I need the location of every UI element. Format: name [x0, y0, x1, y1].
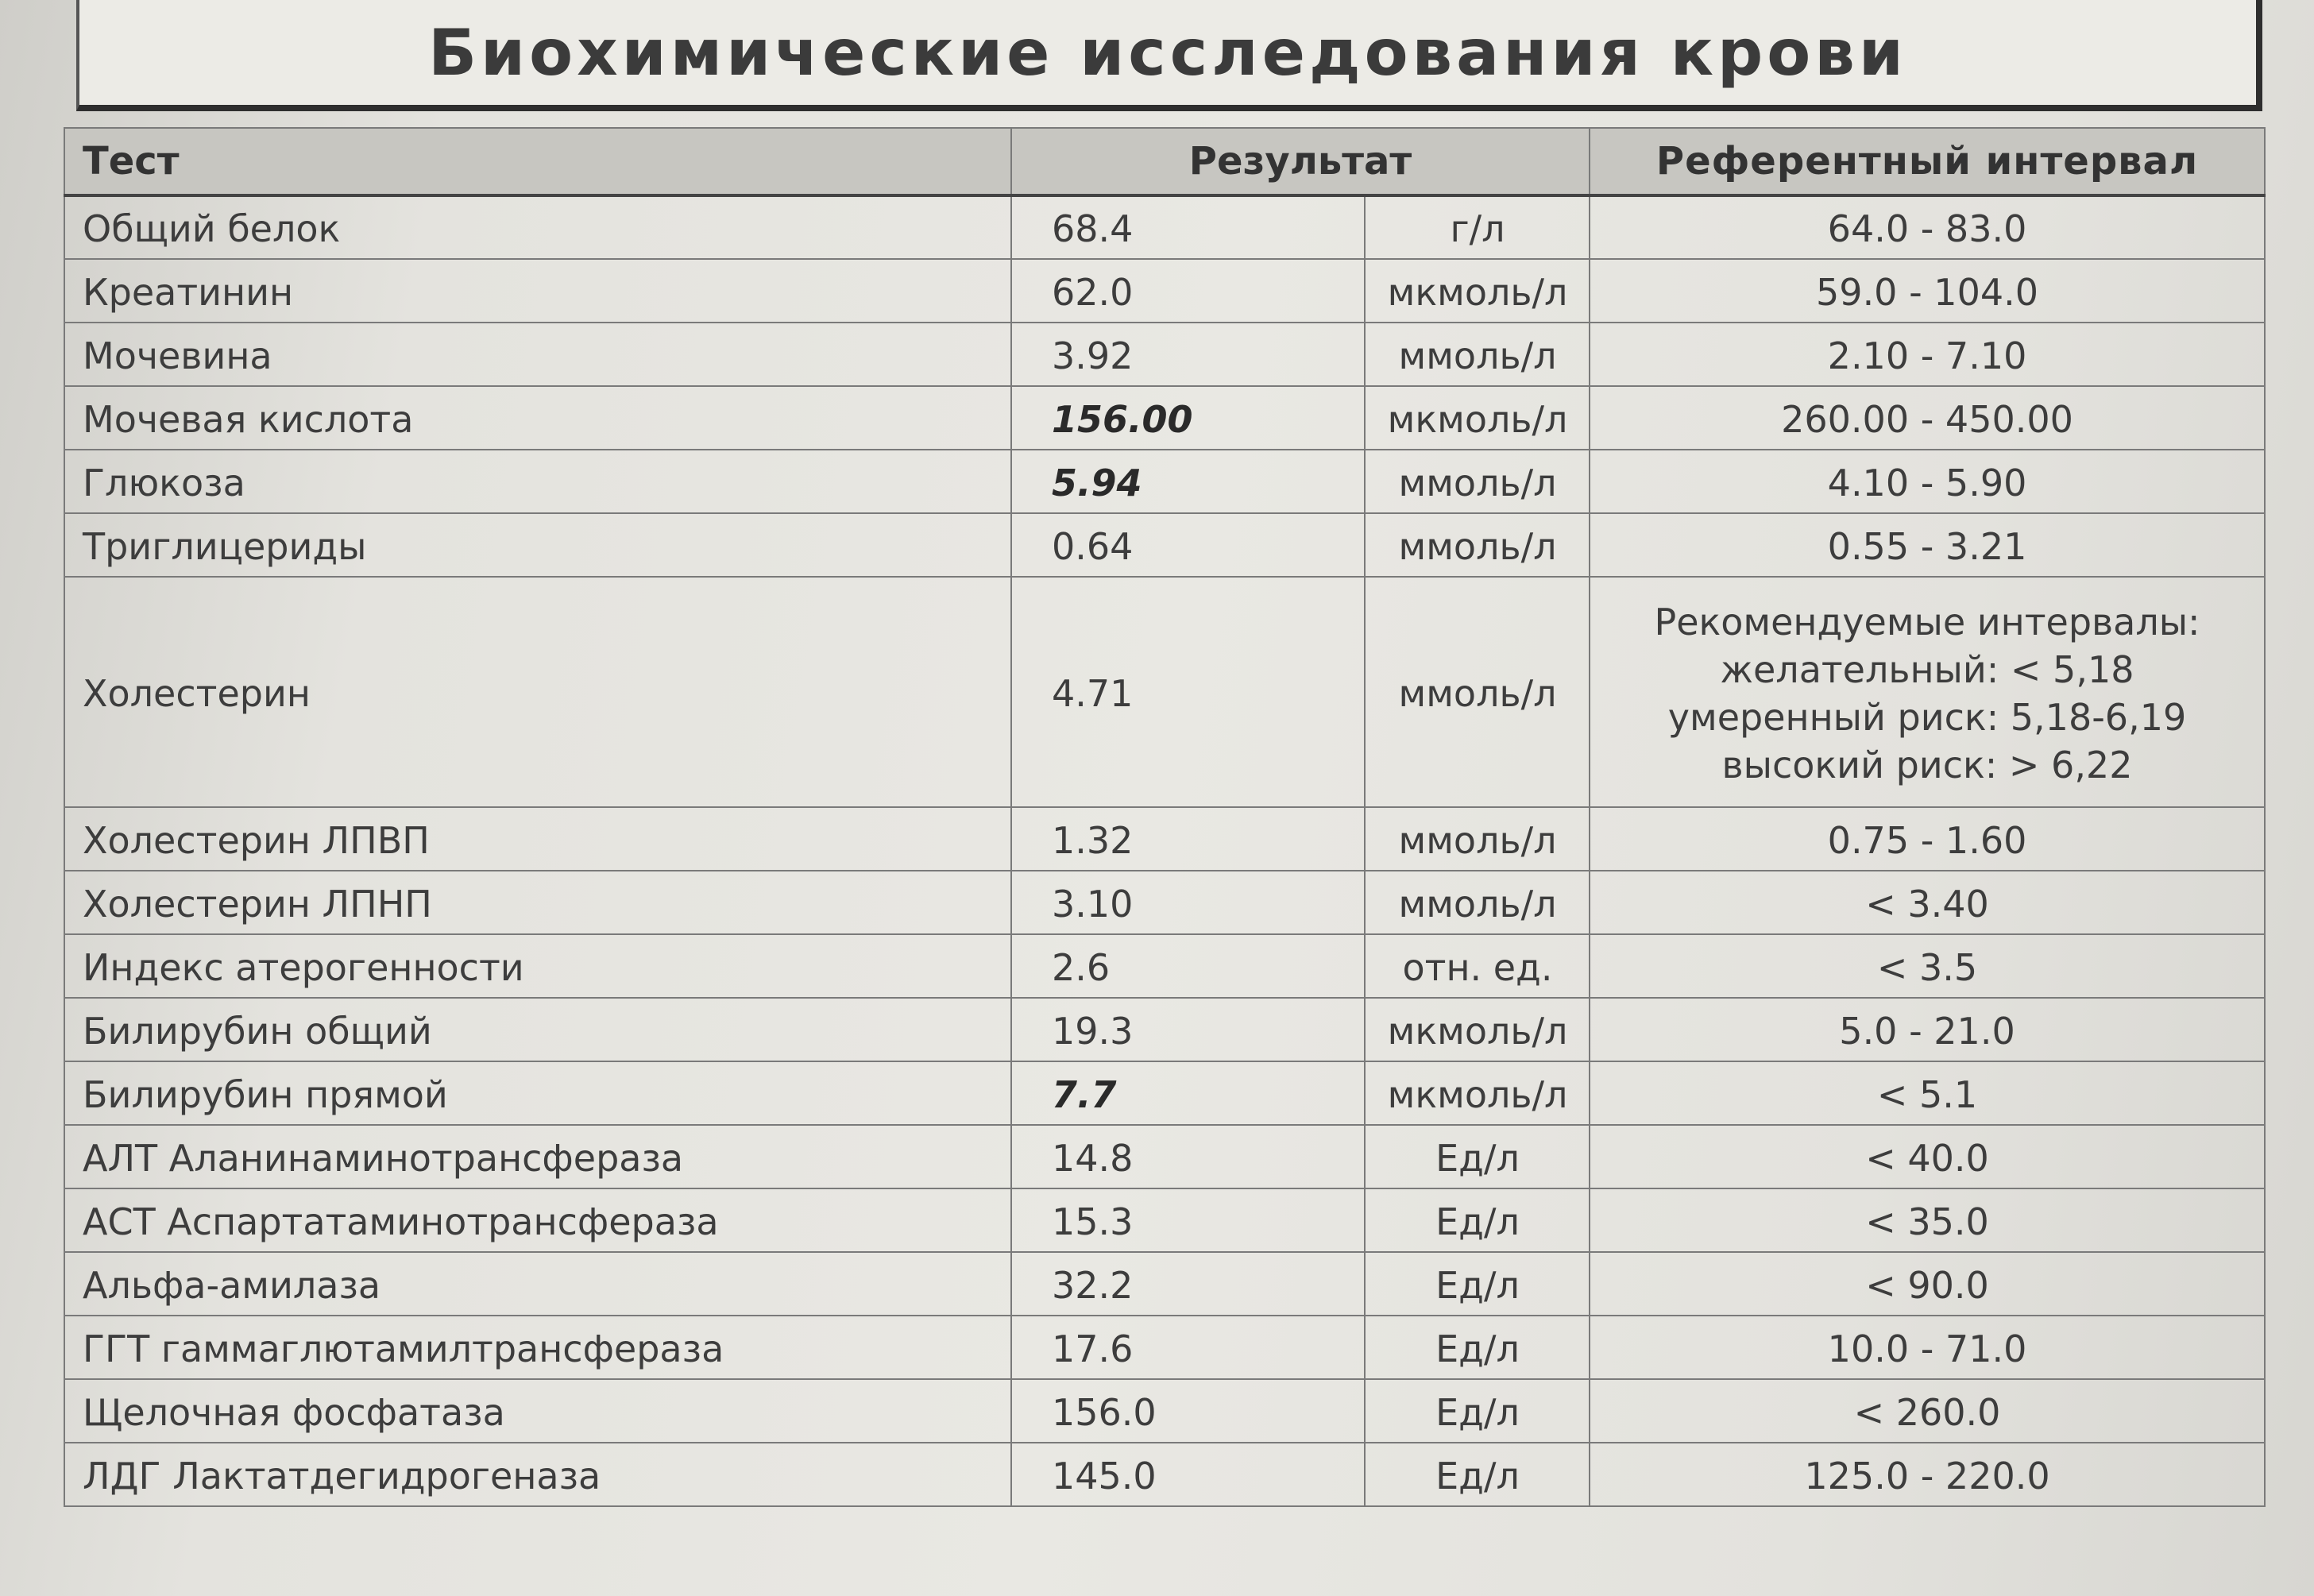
- result-unit: ммоль/л: [1365, 577, 1590, 807]
- table-row: [64, 386, 2265, 450]
- table-row: [64, 807, 2265, 871]
- result-value: 156.0: [1011, 1379, 1365, 1443]
- test-name: Альфа-амилаза: [64, 1252, 1011, 1316]
- test-name: Холестерин: [64, 577, 1011, 807]
- reference-interval: < 90.0: [1590, 1252, 2265, 1316]
- test-name: Билирубин общий: [64, 998, 1011, 1061]
- result-value: 4.71: [1011, 577, 1365, 807]
- reference-interval: < 35.0: [1590, 1188, 2265, 1252]
- result-value: 3.92: [1011, 323, 1365, 386]
- table-row: [64, 1379, 2265, 1443]
- result-value: 0.64: [1011, 513, 1365, 577]
- header-reference: Референтный интервал: [1590, 128, 2265, 195]
- table-row: [64, 195, 2265, 259]
- reference-interval: 260.00 - 450.00: [1590, 386, 2265, 450]
- table-row: [64, 1188, 2265, 1252]
- result-value: 19.3: [1011, 998, 1365, 1061]
- reference-interval: < 40.0: [1590, 1125, 2265, 1188]
- result-value: 2.6: [1011, 934, 1365, 998]
- header-test: Тест: [64, 128, 1011, 195]
- reference-interval: 125.0 - 220.0: [1590, 1443, 2265, 1506]
- result-unit: г/л: [1365, 195, 1590, 259]
- test-name: АЛТ Аланинаминотрансфераза: [64, 1125, 1011, 1188]
- table-row: [64, 1443, 2265, 1506]
- test-name: Холестерин ЛПНП: [64, 871, 1011, 934]
- test-name: АСТ Аспартатаминотрансфераза: [64, 1188, 1011, 1252]
- reference-interval: 5.0 - 21.0: [1590, 998, 2265, 1061]
- result-value: 14.8: [1011, 1125, 1365, 1188]
- test-name: ГГТ гаммаглютамилтрансфераза: [64, 1316, 1011, 1379]
- title-box: [76, 0, 2262, 111]
- reference-interval: 0.75 - 1.60: [1590, 807, 2265, 871]
- reference-interval: < 260.0: [1590, 1379, 2265, 1443]
- reference-line: умеренный риск: 5,18-6,19: [1667, 695, 2187, 739]
- table-row: [64, 1316, 2265, 1379]
- result-unit: отн. ед.: [1365, 934, 1590, 998]
- table-header-row: [64, 128, 2265, 195]
- result-value: 68.4: [1011, 195, 1365, 259]
- result-unit: Ед/л: [1365, 1125, 1590, 1188]
- result-value: 145.0: [1011, 1443, 1365, 1506]
- table-row: [64, 259, 2265, 323]
- result-value-flagged: 156.00: [1011, 386, 1365, 450]
- result-value: 17.6: [1011, 1316, 1365, 1379]
- table-row: [64, 323, 2265, 386]
- reference-interval: < 3.5: [1590, 934, 2265, 998]
- test-name: Креатинин: [64, 259, 1011, 323]
- table-row: [64, 998, 2265, 1061]
- result-unit: мкмоль/л: [1365, 998, 1590, 1061]
- result-value-flagged: 5.94: [1011, 450, 1365, 513]
- result-value: 32.2: [1011, 1252, 1365, 1316]
- test-name: Билирубин прямой: [64, 1061, 1011, 1125]
- result-unit: мкмоль/л: [1365, 259, 1590, 323]
- test-name: Индекс атерогенности: [64, 934, 1011, 998]
- test-name: Холестерин ЛПВП: [64, 807, 1011, 871]
- result-value-flagged: 7.7: [1011, 1061, 1365, 1125]
- result-unit: Ед/л: [1365, 1252, 1590, 1316]
- table-row: [64, 577, 2265, 807]
- reference-line: Рекомендуемые интервалы:: [1654, 600, 2200, 643]
- result-unit: ммоль/л: [1365, 807, 1590, 871]
- reference-interval: 2.10 - 7.10: [1590, 323, 2265, 386]
- table-row: [64, 934, 2265, 998]
- test-name: ЛДГ Лактатдегидрогеназа: [64, 1443, 1011, 1506]
- result-unit: мкмоль/л: [1365, 1061, 1590, 1125]
- table-row: [64, 1252, 2265, 1316]
- reference-interval: < 5.1: [1590, 1061, 2265, 1125]
- header-result: Результат: [1011, 128, 1590, 195]
- result-unit: ммоль/л: [1365, 450, 1590, 513]
- result-unit: Ед/л: [1365, 1188, 1590, 1252]
- reference-interval-multiline: [1590, 577, 2265, 807]
- result-value: 1.32: [1011, 807, 1365, 871]
- result-unit: Ед/л: [1365, 1379, 1590, 1443]
- reference-interval: 0.55 - 3.21: [1590, 513, 2265, 577]
- table-row: [64, 513, 2265, 577]
- table-row: [64, 871, 2265, 934]
- result-unit: ммоль/л: [1365, 513, 1590, 577]
- reference-interval: 59.0 - 104.0: [1590, 259, 2265, 323]
- test-name: Глюкоза: [64, 450, 1011, 513]
- test-name: Общий белок: [64, 195, 1011, 259]
- results-table: [64, 127, 2266, 1507]
- reference-line: желательный: < 5,18: [1720, 647, 2134, 691]
- table-row: [64, 450, 2265, 513]
- test-name: Триглицериды: [64, 513, 1011, 577]
- reference-line: высокий риск: > 6,22: [1721, 743, 2133, 786]
- test-name: Мочевая кислота: [64, 386, 1011, 450]
- reference-interval: 4.10 - 5.90: [1590, 450, 2265, 513]
- table-row: [64, 1061, 2265, 1125]
- result-unit: ммоль/л: [1365, 323, 1590, 386]
- result-value: 3.10: [1011, 871, 1365, 934]
- result-unit: Ед/л: [1365, 1316, 1590, 1379]
- result-unit: ммоль/л: [1365, 871, 1590, 934]
- test-name: Мочевина: [64, 323, 1011, 386]
- result-value: 62.0: [1011, 259, 1365, 323]
- test-name: Щелочная фосфатаза: [64, 1379, 1011, 1443]
- page-title: Биохимические исследования крови: [428, 15, 1907, 90]
- result-unit: мкмоль/л: [1365, 386, 1590, 450]
- reference-interval: 10.0 - 71.0: [1590, 1316, 2265, 1379]
- reference-interval: 64.0 - 83.0: [1590, 195, 2265, 259]
- result-unit: Ед/л: [1365, 1443, 1590, 1506]
- reference-interval: < 3.40: [1590, 871, 2265, 934]
- result-value: 15.3: [1011, 1188, 1365, 1252]
- table-row: [64, 1125, 2265, 1188]
